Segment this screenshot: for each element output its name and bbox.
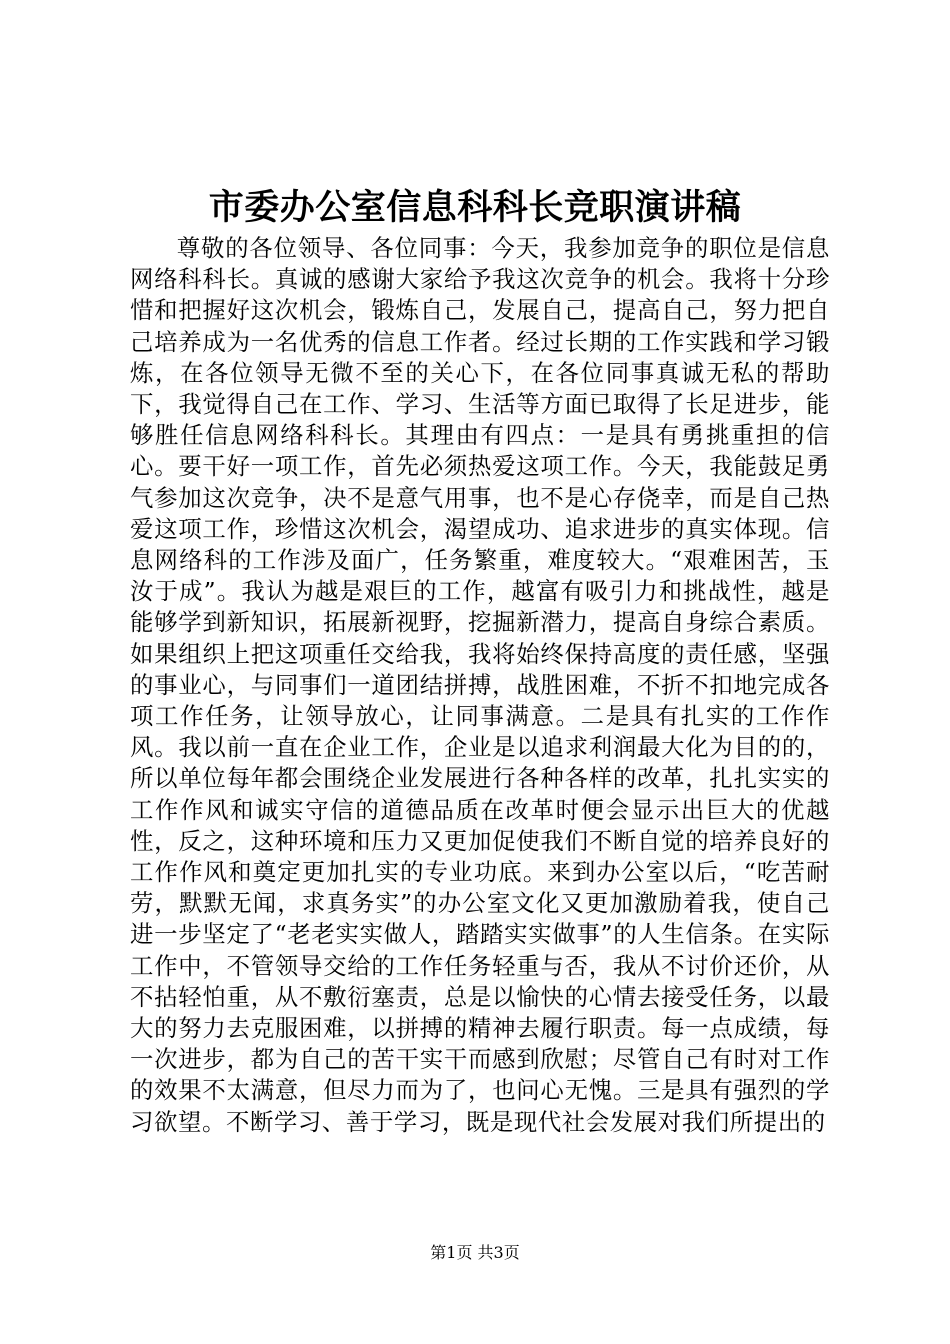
page-number-footer: 第1页 共3页 [430,1243,520,1262]
body-paragraph: 尊敬的各位领导、各位同事：今天，我参加竞争的职位是信息网络科科长。真诚的感谢大家给予我这次竞争的机会。我将十分珍惜和把握好这次机会，锻炼自己，发展自己，提高自己，努力把自己培养成为一名优秀的信息工作者。经过长期的工作实践和学习锻炼，在各位领导无微不至的关心下，在各位同事真诚无私的帮助下，我觉得自己在工作、学习、生活等方面已取得了长足进步，能够胜任信息网络科科长。其理由有四点：一是具有勇挑重担的信心。要干好一项工作，首先必须热爱这项工作。今天，我能鼓足勇气参加这次竞争，决不是意气用事，也不是心存侥幸，而是自己热爱这项工作，珍惜这次机会，渴望成功、追求进步的真实体现。信息网络科的工作涉及面广，任务繁重，难度较大。“艰难困苦，玉汝于成”。我认为越是艰巨的工作，越富有吸引力和挑战性，越是能够学到新知识，拓展新视野，挖掘新潜力，提高自身综合素质。如果组织上把这项重任交给我，我将始终保持高度的责任感，坚强的事业心，与同事们一道团结拼搏，战胜困难，不折不扣地完成各项工作任务，让领导放心，让同事满意。二是具有扎实的工作作风。我以前一直在企业工作，企业是以追求利润最大化为目的的，所以单位每年都会围绕企业发展进行各种各样的改革，扎扎实实的工作作风和诚实守信的道德品质在改革时便会显示出巨大的优越性，反之，这种环境和压力又更加促使我们不断自觉的培养良好的工作作风和奠定更加扎实的专业功底。来到办公室以后，“吃苦耐劳，默默无闻，求真务实”的办公室文化又更加激励着我，使自己进一步坚定了“老老实实做人，踏踏实实做事”的人生信条。在实际工作中，不管领导交给的工作任务轻重与否，我从不讨价还价，从不拈轻怕重，从不敷衍塞责，总是以愉快的心情去接受任务，以最大的努力去克服困难，以拼搏的精神去履行职责。每一点成绩，每一次进步，都为自己的苦干实干而感到欣慰；尽管自己有时对工作的效果不太满意，但尽力而为了，也问心无愧。三是具有强烈的学习欲望。不断学习、善于学习，既是现代社会发展对我们所提出的 [130,234,830,1136]
document-title: 市委办公室信息科科长竞职演讲稿 [208,188,742,228]
